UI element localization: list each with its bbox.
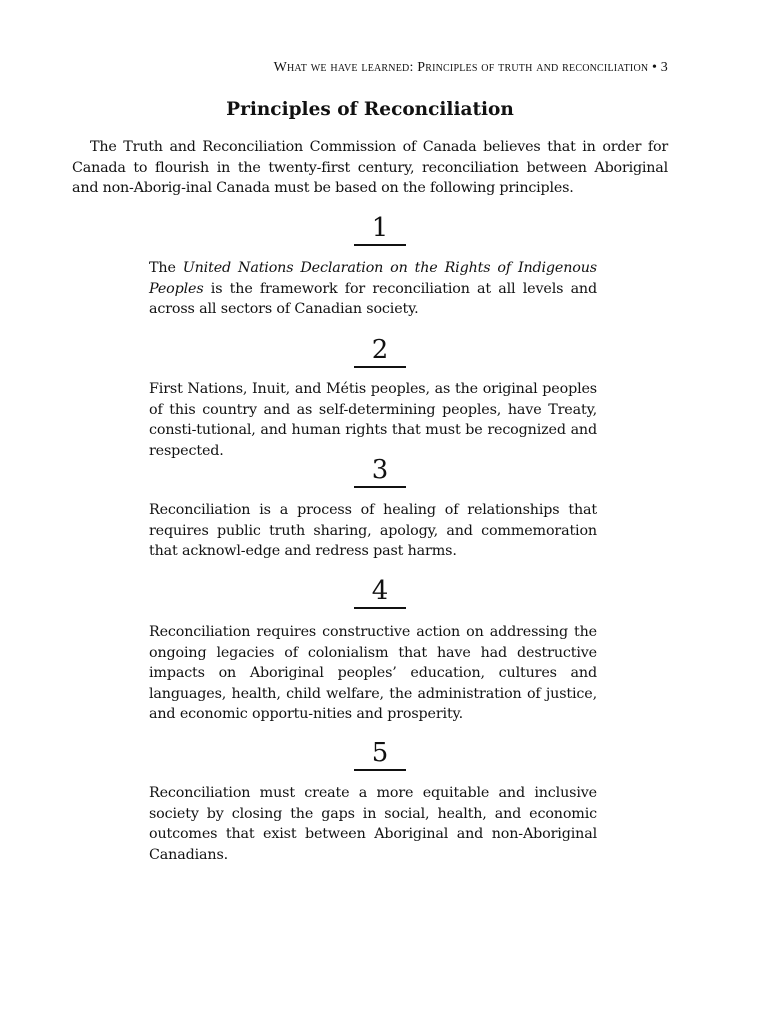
principle-3-text: Reconciliation is a process of healing of relationships that requires public truth sharing, apology, and commemoration that acknowl-edge and redress past harms. — [149, 502, 597, 559]
principle-2-number: 2 — [354, 335, 406, 368]
principle-1-text — [149, 258, 597, 320]
principle-4-text: Reconciliation requires constructive action on addressing the ongoing legacies of colonialism that have had destructive impacts on Aboriginal peoples’ education, cultures and languages, health, child welfare, the administration of justice, and economic opportu-nities and prosperity. — [149, 624, 597, 722]
intro-paragraph: The Truth and Reconciliation Commission of Canada believes that in order for Canada to flourish in the twenty-first century, reconciliation between Aboriginal and non-Aborig-inal Canada must be based on the following principles. — [72, 139, 668, 196]
principle-3-number: 3 — [354, 455, 406, 488]
undrip-title: United Nations Declaration on the Rights of Indigenous Peoples — [149, 260, 597, 297]
principle-5-number: 5 — [354, 738, 406, 771]
principle-1-text-lead: The — [149, 260, 183, 276]
principle-2-text: First Nations, Inuit, and Métis peoples, as the original peoples of this country and as self-determining peoples, have Treaty, consti-tutional, and human rights that must be recognized and respected. — [149, 381, 597, 459]
page-title: Principles of Reconciliation — [226, 99, 514, 120]
principle-1-number: 1 — [354, 213, 406, 246]
principle-4-number: 4 — [354, 576, 406, 609]
principle-1-text-rest: is the framework for reconciliation at all levels and across all sectors of Canadian society. — [149, 280, 597, 317]
running-head: What we have learned: Principles of truth and reconciliation • 3 — [273, 60, 668, 75]
principle-5-text: Reconciliation must create a more equitable and inclusive society by closing the gaps in social, health, and economic outcomes that exist between Aboriginal and non-Aboriginal Canadians. — [149, 785, 597, 863]
